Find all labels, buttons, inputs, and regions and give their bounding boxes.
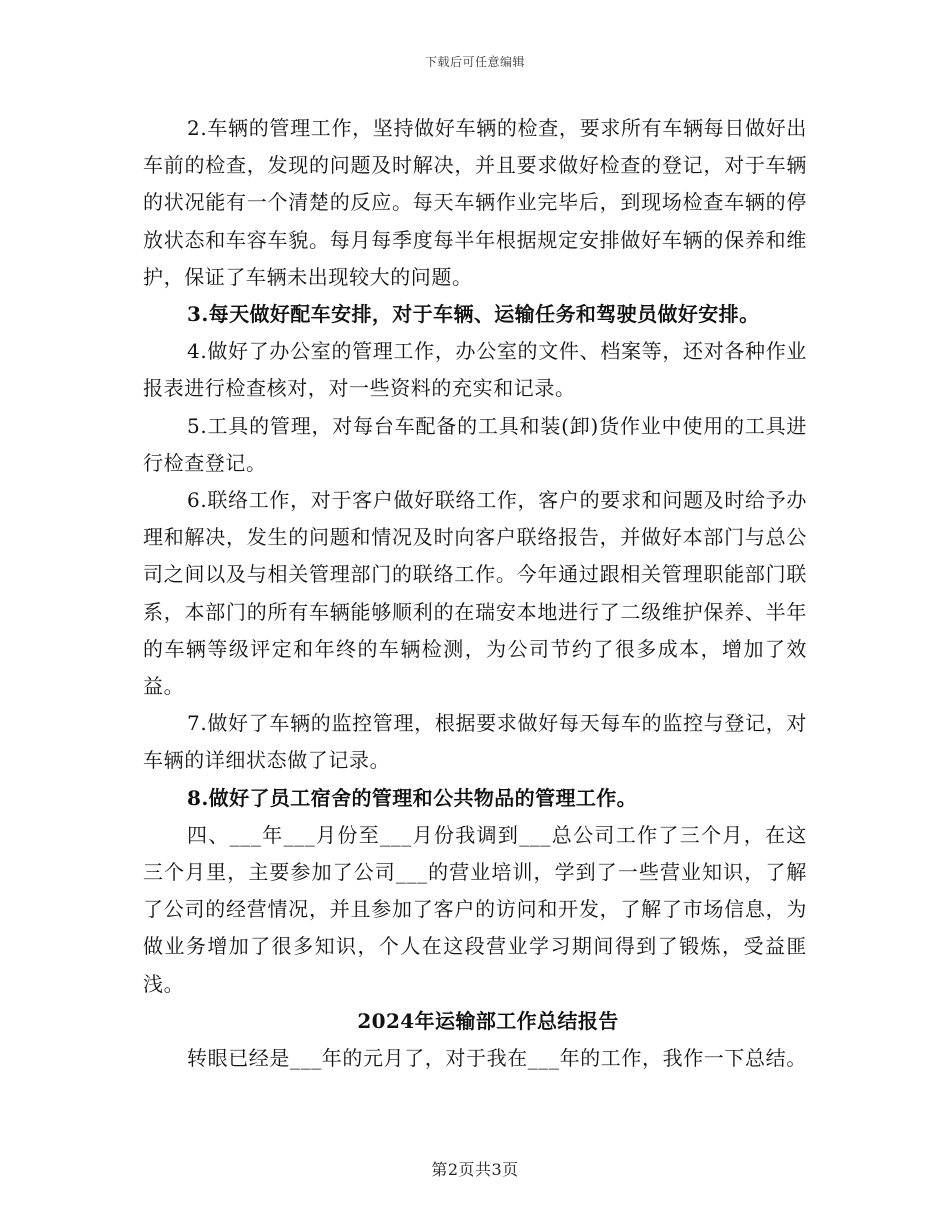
paragraph-vehicle-management: 2.车辆的管理工作，坚持做好车辆的检查，要求所有车辆每日做好出车前的检查，发现的问题及时解决，并且要求做好检查的登记，对于车辆的状况能有一个清楚的反应。每天车辆作业完毕后，到现场检查车辆的停放状态和车容车貌。每月每季度每半年根据规定安排做好车辆的保养和维护，保证了车辆未出现较大的问题。 <box>143 116 807 289</box>
paragraph-office-management: 4.做好了办公室的管理工作，办公室的文件、档案等，还对各种作业报表进行检查核对，对一些资料的充实和记录。 <box>143 339 807 401</box>
paragraph-section-four: 四、___年___月份至___月份我调到___总公司工作了三个月，在这三个月里，主要参加了公司___的营业培训，学到了一些营业知识，了解了公司的经营情况，并且参加了客户的访问和开发，了解了市场信息，为做业务增加了很多知识，个人在这段营业学习期间得到了锻炼，受益匪浅。 <box>143 822 807 996</box>
report-title: 2024年运输部工作总结报告 <box>357 1008 619 1033</box>
paragraph-monitoring: 7.做好了车辆的监控管理，根据要求做好每天每车的监控与登记，对车辆的详细状态做了记录。 <box>143 711 807 773</box>
paragraph-dispatch: 3.每天做好配车安排，对于车辆、运输任务和驾驶员做好安排。 <box>187 302 760 327</box>
paragraph-liaison: 6.联络工作，对于客户做好联络工作，客户的要求和问题及时给予办理和解决，发生的问题和情况及时向客户联络报告，并做好本部门与总公司之间以及与相关管理部门的联络工作。今年通过跟相关管理职能部门联系，本部门的所有车辆能够顺利的在瑞安本地进行了二级维护保养、半年的车辆等级评定和年终的车辆检测，为公司节约了很多成本，增加了效益。 <box>143 488 807 699</box>
page-number: 第2页共3页 <box>431 1160 519 1179</box>
header-note: 下载后可任意编辑 <box>424 55 525 69</box>
paragraph-tool-management: 5.工具的管理，对每台车配备的工具和装(卸)货作业中使用的工具进行检查登记。 <box>143 413 807 475</box>
document-body <box>143 110 807 1077</box>
paragraph-dormitory: 8.做好了员工宿舍的管理和公共物品的管理工作。 <box>187 785 638 810</box>
paragraph-intro: 转眼已经是___年的元月了，对于我在___年的工作，我作一下总结。 <box>187 1046 807 1071</box>
